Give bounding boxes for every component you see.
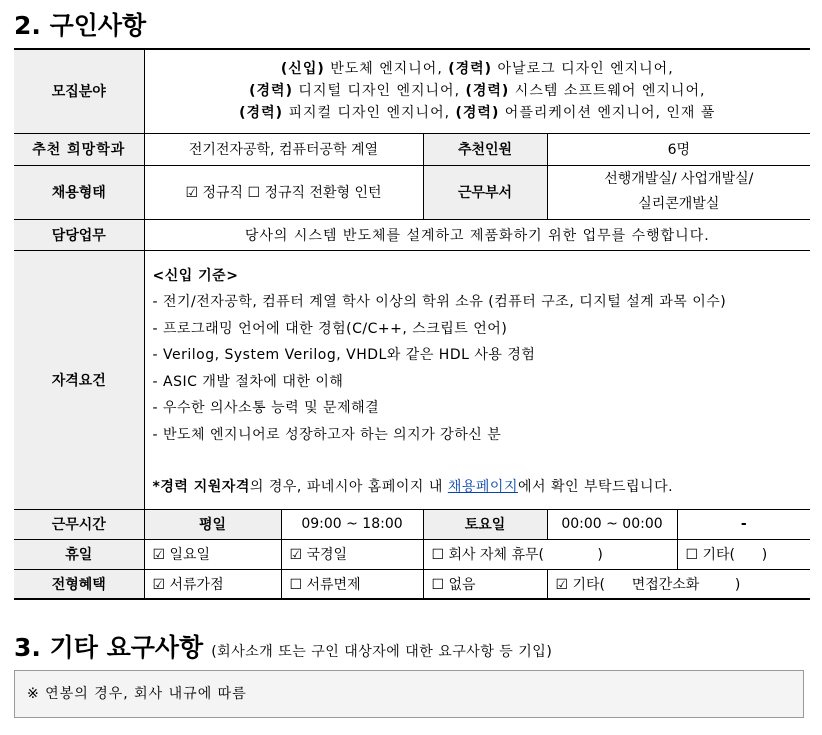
type-tag: (경력) [448,61,493,78]
position-text: 피지컬 디자인 엔지니어, [283,105,456,122]
row-recruit-field [14,49,810,133]
holiday-label: 휴일 [14,539,144,569]
duty-value: 당사의 시스템 반도체를 설계하고 제품화하기 위한 업무를 수행합니다. [144,219,810,250]
type-tag: (경력) [239,105,283,122]
career-note-prefix: *경력 지원자격 [152,479,250,495]
job-requirements-table [14,48,810,600]
career-note-suffix: 에서 확인 부탁드립니다. [517,479,674,495]
holiday-option-company: ☐ 회사 자체 휴무( ) [423,539,677,569]
hours-extra: - [677,509,810,539]
career-note-mid: 의 경우, 파네시아 홈페이지 내 [249,479,448,495]
qualification-value [144,250,810,509]
qualification-item: - ASIC 개발 절차에 대한 이해 [152,373,344,390]
row-major [14,133,810,165]
qualification-item: - 프로그래밍 언어에 대한 경험(C/C++, 스크립트 언어) [152,320,508,337]
holiday-option-other: ☐ 기타( ) [677,539,810,569]
position-text: 시스템 소프트웨어 엔지니어, [509,83,706,100]
position-text: 디지털 디자인 엔지니어, [292,83,466,100]
benefit-option-exempt: ☐ 서류면제 [281,569,423,599]
type-tag: (경력) [249,83,293,100]
row-benefit [14,569,810,599]
holiday-option-national: ☑ 국경일 [281,539,423,569]
weekday-value: 09:00 ~ 18:00 [281,509,423,539]
salary-note: ※ 연봉의 경우, 회사 내규에 따름 [14,670,804,718]
holiday-option-sunday: ☑ 일요일 [144,539,281,569]
row-hours [14,509,810,539]
type-tag: (경력) [465,83,510,100]
row-qualification [14,250,810,509]
recruit-line-3 [145,102,811,124]
major-value: 전기전자공학, 컴퓨터공학 계열 [144,133,423,165]
dept-label: 근무부서 [423,165,547,219]
qualification-header: <신입 기준> [152,267,239,284]
section-2-title: 2. 구인사항 [14,11,147,40]
qualification-item: - 반도체 엔지니어로 성장하고자 하는 의지가 강하신 분 [152,426,502,443]
dept-line: 실리콘개발실 [638,196,720,212]
weekday-label: 평일 [144,509,281,539]
saturday-label: 토요일 [423,509,547,539]
duty-label: 담당업무 [14,219,144,250]
count-value: 6명 [547,133,810,165]
major-label: 추천 희망학과 [14,133,144,165]
saturday-value: 00:00 ~ 00:00 [547,509,677,539]
position-text: 어플리케이션 엔지니어, 인재 풀 [499,105,716,122]
spacer [153,448,801,474]
hours-label: 근무시간 [14,509,144,539]
dept-line: 선행개발실/ 사업개발실/ [604,171,754,187]
recruit-line-2 [145,80,811,102]
section-3-subtitle: (회사소개 또는 구인 대상자에 대한 요구사항 등 기입) [211,644,553,660]
recruit-page-link[interactable]: 채용페이지 [447,479,518,495]
employment-value: ☑ 정규직 ☐ 정규직 전환형 인턴 [144,165,423,219]
row-holiday [14,539,810,569]
section-3-title [14,628,552,664]
type-tag: (경력) [455,105,500,122]
benefit-option-bonus: ☑ 서류가점 [144,569,281,599]
recruit-field-value [144,49,810,133]
qualification-item: - 우수한 의사소통 능력 및 문제해결 [152,400,380,416]
row-employment [14,165,810,219]
dept-value [547,165,810,219]
row-duty [14,219,810,250]
section-3-heading: 3. 기타 요구사항 [14,633,204,662]
qualification-label: 자격요건 [14,250,144,509]
career-note [153,474,801,501]
benefit-option-other: ☑ 기타( 면접간소화 ) [547,569,810,599]
benefit-option-none: ☐ 없음 [423,569,547,599]
qualification-item: - 전기/전자공학, 컴퓨터 계열 학사 이상의 학위 소유 (컴퓨터 구조, 디지털 설계 과목 이수) [152,294,727,310]
count-label: 추천인원 [423,133,547,165]
position-text: 아날로그 디자인 엔지니어, [492,61,674,78]
qualification-item: - Verilog, System Verilog, VHDL와 같은 HDL 사용 경험 [152,347,536,363]
benefit-label: 전형혜택 [14,569,144,599]
recruit-line-1 [145,58,811,80]
recruit-field-label: 모집분야 [14,49,144,133]
type-tag: (신입) [280,61,325,78]
position-text: 반도체 엔지니어, [324,61,449,78]
employment-label: 채용형태 [14,165,144,219]
